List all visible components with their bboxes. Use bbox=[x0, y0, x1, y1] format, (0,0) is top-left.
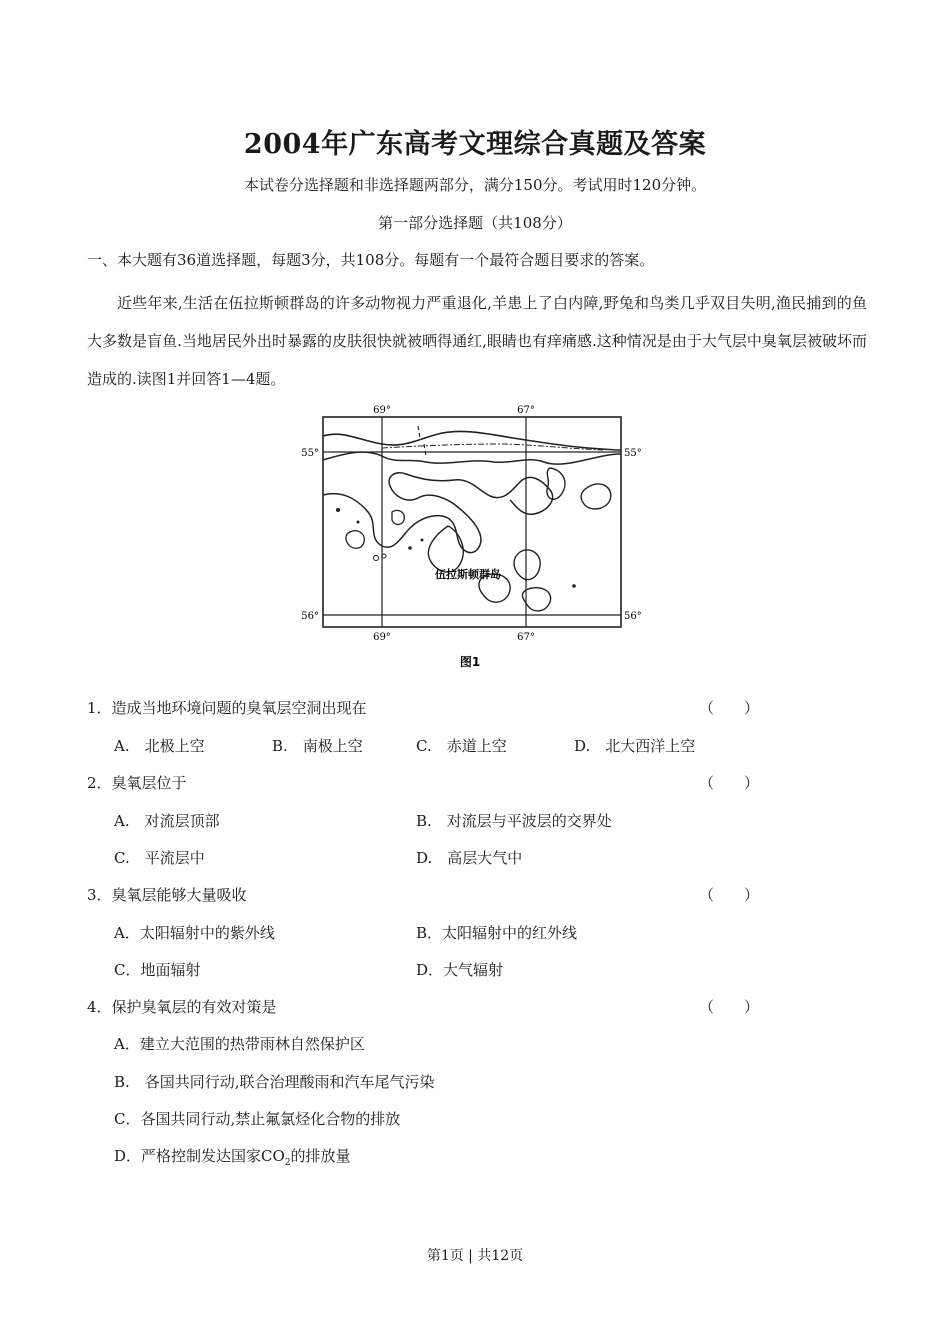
islet-3 bbox=[382, 554, 386, 558]
coastline-north bbox=[323, 431, 621, 450]
q4-option-d bbox=[114, 1145, 351, 1168]
islet-2 bbox=[374, 556, 379, 561]
figure-map bbox=[298, 400, 642, 680]
lon-label-top-left: 69° bbox=[373, 405, 391, 416]
answer-blank: （ ） bbox=[699, 998, 760, 1016]
q4-option-d-tail: 的排放量 bbox=[290, 1147, 351, 1165]
lat-label-top-right: 55° bbox=[624, 448, 642, 459]
question-text: 臭氧层能够大量吸收 bbox=[111, 886, 247, 904]
question-text: 保护臭氧层的有效对策是 bbox=[111, 998, 277, 1016]
island-h bbox=[547, 468, 565, 499]
island-e bbox=[581, 484, 611, 509]
q3-option-d: D．大气辐射 bbox=[416, 961, 504, 979]
island-d bbox=[522, 588, 550, 611]
lon-label-bottom-right: 67° bbox=[517, 632, 535, 643]
island-g bbox=[392, 510, 404, 524]
q4-option-d-text: D．严格控制发达国家CO bbox=[114, 1147, 285, 1165]
question-1 bbox=[87, 697, 767, 718]
question-text: 造成当地环境问题的臭氧层空洞出现在 bbox=[111, 699, 367, 717]
q2-option-c: C. 平流层中 bbox=[114, 849, 205, 867]
question-number: 4． bbox=[87, 998, 112, 1016]
question-number: 3． bbox=[87, 886, 112, 904]
answer-blank: （ ） bbox=[699, 886, 760, 904]
coastline-channel bbox=[323, 452, 621, 464]
q2-option-d: D. 高层大气中 bbox=[416, 849, 523, 867]
question-4 bbox=[87, 996, 767, 1017]
lat-label-bottom-right: 56° bbox=[624, 611, 642, 622]
q1-option-b: B. 南极上空 bbox=[272, 737, 363, 755]
answer-blank: （ ） bbox=[699, 774, 760, 792]
lon-label-top-right: 67° bbox=[517, 405, 535, 416]
q2-option-a: A. 对流层顶部 bbox=[114, 812, 220, 830]
section-intro: 一、本大题有36道选择题，每题3分，共108分。每题有一个最符合题目要求的答案。 bbox=[87, 251, 655, 269]
map-drawing bbox=[298, 400, 642, 680]
q3-option-c: C．地面辐射 bbox=[114, 961, 201, 979]
coastline-main-island bbox=[323, 473, 553, 553]
part-heading: 第一部分选择题（共108分） bbox=[378, 214, 572, 232]
island-c bbox=[514, 550, 540, 580]
question-number: 2． bbox=[87, 774, 112, 792]
island-a bbox=[428, 526, 463, 572]
q4-option-c: C．各国共同行动,禁止氟氯烃化合物的排放 bbox=[114, 1110, 401, 1128]
q1-option-d: D. 北大西洋上空 bbox=[574, 737, 696, 755]
q4-option-d-subscript: 2 bbox=[284, 1158, 291, 1168]
question-number: 1． bbox=[87, 699, 112, 717]
island-f bbox=[346, 531, 364, 549]
q3-option-a: A．太阳辐射中的紫外线 bbox=[114, 924, 275, 942]
lon-label-bottom-left: 69° bbox=[373, 632, 391, 643]
islet-5 bbox=[421, 539, 424, 542]
islet-4 bbox=[408, 546, 412, 550]
q2-option-b: B. 对流层与平波层的交界处 bbox=[416, 812, 612, 830]
q4-option-b: B. 各国共同行动,联合治理酸雨和汽车尾气污染 bbox=[114, 1073, 435, 1091]
islet-1 bbox=[336, 508, 340, 512]
lat-label-bottom-left: 56° bbox=[301, 611, 319, 622]
islet-7 bbox=[357, 521, 360, 524]
island-label: 伍拉斯顿群岛 bbox=[435, 568, 501, 581]
q1-option-a: A. 北极上空 bbox=[114, 737, 205, 755]
page-footer: 第1页 | 共12页 bbox=[426, 1248, 524, 1264]
question-3 bbox=[87, 884, 767, 905]
q4-option-a: A．建立大范围的热带雨林自然保护区 bbox=[114, 1035, 365, 1053]
lat-label-top-left: 55° bbox=[301, 448, 319, 459]
q3-option-b: B．太阳辐射中的红外线 bbox=[416, 924, 578, 942]
figure-caption: 图1 bbox=[459, 655, 481, 669]
answer-blank: （ ） bbox=[699, 699, 760, 717]
q1-option-c: C. 赤道上空 bbox=[416, 737, 507, 755]
reading-passage: 近些年来,生活在伍拉斯顿群岛的许多动物视力严重退化,羊患上了白内障,野兔和鸟类几乎双目失明,渔民捕到的鱼大多数是盲鱼.当地居民外出时暴露的皮肤很快就被晒得通红,眼睛也有痒痛感.这种情况是由于大气层中臭氧层被破坏而造成的.读图1并回答1—4题。 bbox=[87, 294, 867, 388]
question-2 bbox=[87, 772, 767, 793]
exam-info: 本试卷分选择题和非选择题两部分，满分150分。考试用时120分钟。 bbox=[243, 176, 707, 194]
page-title: 2004年广东高考文理综合真题及答案 bbox=[243, 129, 707, 160]
islet-6 bbox=[572, 584, 576, 588]
question-text: 臭氧层位于 bbox=[111, 774, 187, 792]
border-dashdot bbox=[382, 444, 603, 450]
